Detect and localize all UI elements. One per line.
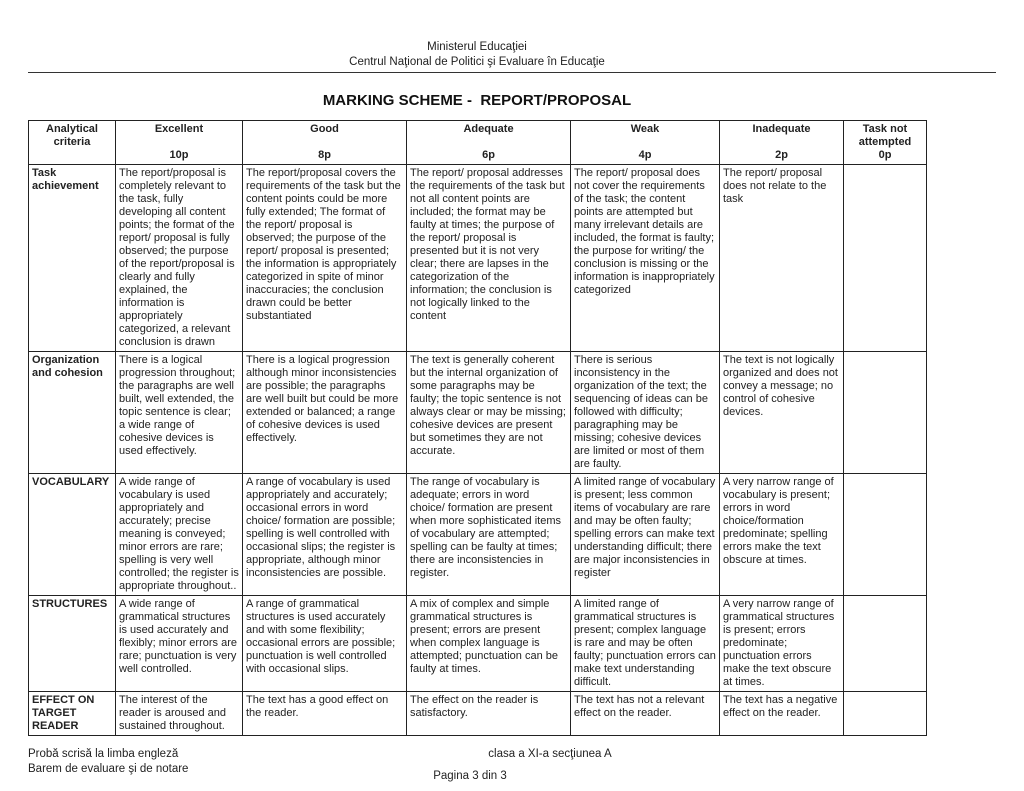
column-points: 6p	[482, 149, 495, 161]
column-label: Excellent	[154, 123, 204, 135]
page-title: MARKING SCHEME - REPORT/PROPOSAL	[322, 92, 632, 109]
cell-organization-weak: There is serious inconsistency in the organization of the text; the sequencing of ideas can be followed with difficulty; paragraphing may be missing; cohesive devices are limited or most of them are faulty.	[571, 352, 720, 474]
cell-vocabulary-not-attempted	[844, 474, 927, 596]
cell-structures-weak: A limited range of grammatical structures is present; complex language is rare and may be often faulty; punctuation errors can make text understanding difficult.	[571, 596, 720, 692]
cell-task-achievement-weak: The report/ proposal does not cover the requirements of the task; the content points are attempted but many irrelevant details are included, the format is faulty; the purpose for writing/ the conclusion is missing or the information is inappropriately categorized	[571, 165, 720, 352]
marking-scheme-table	[28, 120, 927, 736]
cell-organization-excellent: There is a logical progression throughout; the paragraphs are well built, well extended, the topic sentence is clear; a wide range of cohesive devices is used effectively.	[116, 352, 243, 474]
page-number: Pagina 3 din 3	[433, 770, 507, 782]
criterion-label: EFFECT ON TARGET READER	[29, 692, 116, 736]
cell-structures-excellent: A wide range of grammatical structures is used accurately and flexibly; minor errors are rare; punctuation is very well controlled.	[116, 596, 243, 692]
cell-structures-inadequate: A very narrow range of grammatical structures is present; errors predominate; punctuation errors make the text obscure at times.	[720, 596, 844, 692]
column-points: 10p	[169, 149, 189, 161]
column-header-good	[243, 121, 407, 165]
org-name-line1: Ministerul Educaţiei	[427, 41, 527, 53]
cell-effect-adequate: The effect on the reader is satisfactory.	[407, 692, 571, 736]
cell-task-achievement-not-attempted	[844, 165, 927, 352]
table-row-vocabulary	[29, 474, 927, 596]
cell-task-achievement-good: The report/proposal covers the requirements of the task but the content points could be more fully extended; The format of the report/ proposal is observed; the purpose of the report/ proposal is presented; the information is appropriately categorized in spite of minor inaccuracies; the conclusion drawn could be better substantiated	[243, 165, 407, 352]
column-header-task-not-attempted	[844, 121, 927, 165]
class-section-label: clasa a XI-a secţiunea A	[488, 748, 612, 760]
criterion-label: Organization and cohesion	[29, 352, 116, 474]
cell-vocabulary-adequate: The range of vocabulary is adequate; errors in word choice/ formation are present when more sophisticated items of vocabulary are attempted; spelling can be faulty at times; there are inconsistencies in register.	[407, 474, 571, 596]
column-label: Analytical criteria	[46, 123, 98, 148]
table-row-task-achievement	[29, 165, 927, 352]
column-label: Good	[310, 123, 339, 135]
column-label: Weak	[630, 123, 660, 135]
cell-effect-not-attempted	[844, 692, 927, 736]
cell-organization-good: There is a logical progression although minor inconsistencies are possible; the paragraphs are well built but could be more extended or balanced; a range of cohesive devices is used effectively.	[243, 352, 407, 474]
column-points: 8p	[318, 149, 331, 161]
cell-organization-adequate: The text is generally coherent but the internal organization of some paragraphs may be faulty; the topic sentence is not always clear or may be missing; cohesive devices are present but sometimes they are not accurate.	[407, 352, 571, 474]
column-label: Inadequate	[752, 123, 811, 135]
table-row-organization-cohesion	[29, 352, 927, 474]
exam-subject-line: Probă scrisă la limba engleză	[28, 748, 179, 760]
criterion-label: VOCABULARY	[29, 474, 116, 596]
header-divider	[28, 72, 996, 73]
column-points: 2p	[775, 149, 788, 161]
cell-organization-inadequate: The text is not logically organized and does not convey a message; no control of cohesive devices.	[720, 352, 844, 474]
cell-structures-good: A range of grammatical structures is used accurately and with some flexibility; occasional errors are possible; punctuation is well controlled with occasional slips.	[243, 596, 407, 692]
cell-structures-not-attempted	[844, 596, 927, 692]
cell-structures-adequate: A mix of complex and simple grammatical structures is present; errors are present when complex language is attempted; punctuation can be faulty at times.	[407, 596, 571, 692]
cell-vocabulary-excellent: A wide range of vocabulary is used appropriately and accurately; precise meaning is conveyed; minor errors are rare; spelling is very well controlled; the register is appropriate throughout..	[116, 474, 243, 596]
cell-task-achievement-excellent: The report/proposal is completely relevant to the task, fully developing all content points; the format of the report/ proposal is fully observed; the purpose of the report/proposal is clearly and fully explained, the information is appropriately categorized, a relevant conclusion is drawn	[116, 165, 243, 352]
cell-vocabulary-good: A range of vocabulary is used appropriately and accurately; occasional errors in word choice/ formation are possible; spelling is well controlled with occasional slips; the register is appropriate, although minor inconsistencies are possible.	[243, 474, 407, 596]
document-header	[28, 40, 926, 70]
column-header-excellent	[116, 121, 243, 165]
org-name-line2: Centrul Naţional de Politici şi Evaluare în Educaţie	[349, 56, 605, 68]
cell-vocabulary-weak: A limited range of vocabulary is present; less common items of vocabulary are rare and may be often faulty; spelling errors can make text understanding difficult; there are major inconsistencies in register	[571, 474, 720, 596]
cell-effect-inadequate: The text has a negative effect on the reader.	[720, 692, 844, 736]
cell-effect-weak: The text has not a relevant effect on the reader.	[571, 692, 720, 736]
column-header-analytical-criteria	[29, 121, 116, 165]
column-header-adequate	[407, 121, 571, 165]
marking-scheme-line: Barem de evaluare şi de notare	[28, 763, 189, 775]
column-points: 0p	[878, 149, 892, 161]
column-label: Adequate	[463, 123, 514, 135]
column-header-weak	[571, 121, 720, 165]
cell-effect-excellent: The interest of the reader is aroused and sustained throughout.	[116, 692, 243, 736]
column-label: Task not attempted	[858, 123, 912, 148]
column-header-inadequate	[720, 121, 844, 165]
cell-organization-not-attempted	[844, 352, 927, 474]
cell-effect-good: The text has a good effect on the reader.	[243, 692, 407, 736]
column-points: 4p	[638, 149, 652, 161]
table-header-row	[29, 121, 927, 165]
table-row-effect-on-reader	[29, 692, 927, 736]
cell-vocabulary-inadequate: A very narrow range of vocabulary is present; errors in word choice/formation predominate; spelling errors make the text obscure at times.	[720, 474, 844, 596]
table-row-structures	[29, 596, 927, 692]
criterion-label: Task achievement	[29, 165, 116, 352]
cell-task-achievement-adequate: The report/ proposal addresses the requirements of the task but not all content points are included; the format may be faulty at times; the purpose of the report/ proposal is presented but it is not very clear; there are lapses in the categorization of the information; the conclusion is not logically linked to the content	[407, 165, 571, 352]
criterion-label: STRUCTURES	[29, 596, 116, 692]
cell-task-achievement-inadequate: The report/ proposal does not relate to the task	[720, 165, 844, 352]
